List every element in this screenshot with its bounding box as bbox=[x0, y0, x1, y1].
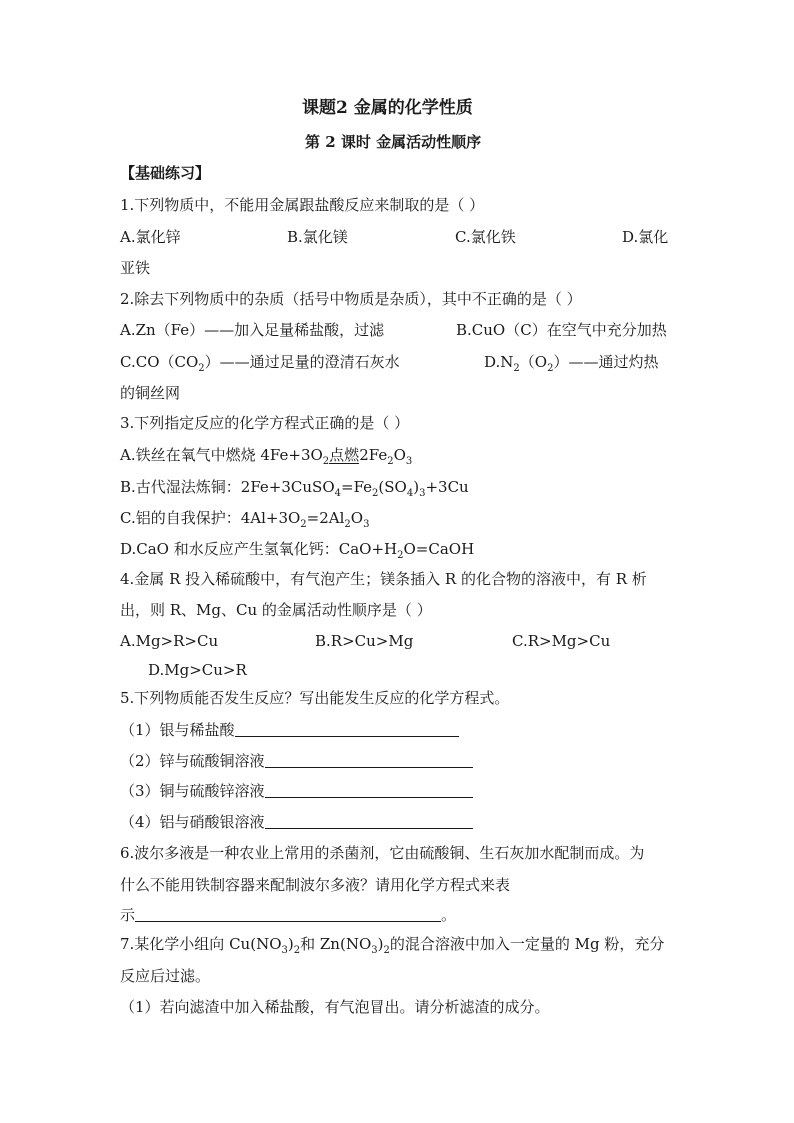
q1-option-b: B.氯化镁 bbox=[287, 228, 348, 246]
q5-item-1: （1）银与稀盐酸 bbox=[120, 720, 459, 740]
q2-option-c: $C.CO(CO_2)——$通过足量的澄清石灰水 bbox=[120, 353, 400, 374]
q4-stem-line2: 出，则 R、Mg、Cu 的金属活动性顺序是（ ） bbox=[120, 601, 432, 619]
reaction-condition: 点燃 bbox=[329, 446, 360, 464]
q1-stem: 1.下列物质中，不能用金属跟盐酸反应来制取的是（ ） bbox=[120, 196, 485, 214]
q2-option-d: $D.N_2(O_2)——$通过灼热 bbox=[484, 353, 659, 374]
answer-blank[interactable] bbox=[235, 722, 459, 737]
q6-line2: 什么不能用铁制容器来配制波尔多液？请用化学方程式来表 bbox=[120, 876, 511, 894]
q4-stem-line1: 4.金属 R 投入稀硫酸中，有气泡产生；镁条插入 R 的化合物的溶液中，有 R 析 bbox=[120, 570, 647, 588]
answer-blank[interactable] bbox=[265, 783, 473, 798]
q1-option-a: A.氯化锌 bbox=[120, 228, 181, 246]
q4-option-d: D.Mg>Cu>R bbox=[148, 661, 247, 679]
page-subtitle: 第 2 课时 金属活动性顺序 bbox=[305, 133, 482, 151]
q2-stem: 2.除去下列物质中的杂质（括号中物质是杂质），其中不正确的是（ ） bbox=[120, 290, 582, 308]
q1-option-c: C.氯化铁 bbox=[455, 228, 516, 246]
q5-item-3: （3）铜与硫酸锌溶液 bbox=[120, 781, 473, 801]
q7-line1: 7.某化学小组向 $Cu(NO_3)_2$和 $Zn(NO_3)_2$的混合溶液中加入一定量的 Mg 粉，充分 bbox=[120, 935, 665, 956]
q2-option-d-continued: 的铜丝网 bbox=[120, 384, 181, 402]
q5-item-4: （4）铝与硝酸银溶液 bbox=[120, 812, 473, 832]
q3-option-d: D.CaO 和水反应产生氢氧化钙：$CaO+H_2O=CaOH$ bbox=[120, 540, 475, 561]
q7-subquestion-1: （1）若向滤渣中加入稀盐酸，有气泡冒出。请分析滤渣的成分。 bbox=[120, 998, 550, 1016]
q3-option-b: B.古代湿法炼铜：$2Fe+3CuSO_4=Fe_2(SO_4)_3+3Cu$ bbox=[120, 478, 469, 499]
q2-option-b: B.CuO（C）在空气中充分加热 bbox=[456, 321, 667, 339]
q7-line2: 反应后过滤。 bbox=[120, 967, 211, 985]
q3-option-a: A.铁丝在氧气中燃烧 $4Fe+3O_2$点燃$2Fe_2O_3$ bbox=[120, 446, 413, 467]
q4-option-a: A.Mg>R>Cu bbox=[120, 632, 219, 650]
q2-option-a: A.Zn（Fe）——加入足量稀盐酸，过滤 bbox=[120, 321, 385, 339]
section-heading: 【基础练习】 bbox=[120, 164, 211, 182]
q4-option-c: C.R>Mg>Cu bbox=[512, 632, 611, 650]
q6-line3: 示 。 bbox=[120, 906, 457, 924]
q1-option-d: D.氯化 bbox=[622, 228, 669, 246]
q6-line1: 6.波尔多液是一种农业上常用的杀菌剂，它由硫酸铜、生石灰加水配制而成。为 bbox=[120, 844, 645, 862]
answer-blank[interactable] bbox=[265, 753, 473, 768]
q5-item-2: （2）锌与硫酸铜溶液 bbox=[120, 751, 473, 771]
q3-stem: 3.下列指定反应的化学方程式正确的是（ ） bbox=[120, 414, 410, 432]
q1-option-d-continued: 亚铁 bbox=[120, 259, 151, 277]
q4-option-b: B.R>Cu>Mg bbox=[315, 632, 414, 650]
q5-stem: 5.下列物质能否发生反应？写出能发生反应的化学方程式。 bbox=[120, 689, 510, 707]
page-title: 课题2 金属的化学性质 bbox=[302, 98, 473, 118]
answer-blank[interactable] bbox=[265, 814, 473, 829]
answer-blank[interactable] bbox=[135, 907, 441, 922]
q3-option-c: C.铝的自我保护：$4Al+3O_2=2Al_2O_3$ bbox=[120, 509, 370, 530]
